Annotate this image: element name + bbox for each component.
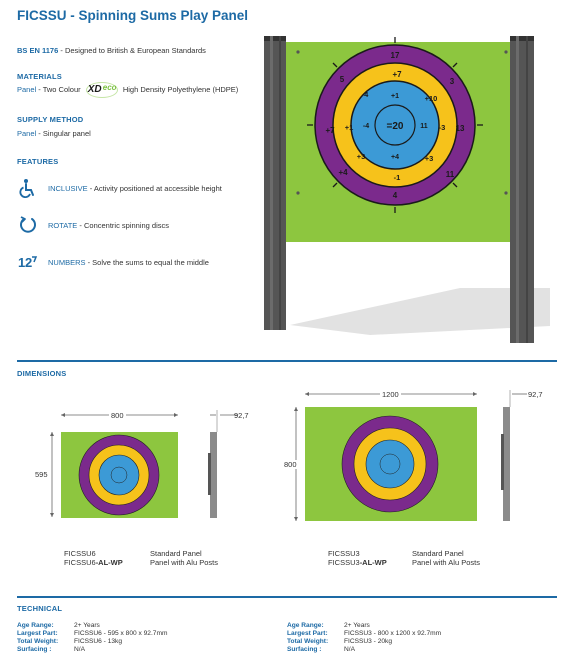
small-side-profile	[210, 432, 217, 518]
large-side-profile	[503, 407, 510, 521]
standard-code: BS EN 1176	[17, 46, 59, 55]
product-image	[250, 30, 555, 348]
tech-row: Surfacing : N/A	[17, 646, 85, 653]
feature-numbers	[17, 252, 209, 272]
center-number: =20	[386, 121, 404, 132]
outer-number: 11	[445, 170, 455, 179]
middle-number: +7	[392, 70, 402, 79]
inner-number: 11	[420, 123, 428, 130]
large-dimension-drawing	[287, 390, 552, 525]
tech-row: Surfacing : N/A	[287, 646, 355, 653]
standards-line	[17, 46, 206, 55]
small-code-2: FICSSU6-AL-WP	[64, 558, 123, 567]
outer-number: 17	[390, 51, 400, 60]
inner-number: +4	[391, 154, 399, 161]
feature-text: NUMBERS - Solve the sums to equal the middle	[48, 257, 209, 267]
middle-number: +3	[424, 154, 434, 163]
tech-row: Total Weight: FICSSU3 - 20kg	[287, 638, 393, 645]
page-title: FICSSU - Spinning Sums Play Panel	[17, 8, 249, 23]
small-width-label: 800	[111, 411, 124, 420]
small-code-block	[64, 549, 123, 567]
middle-number: -3	[438, 123, 446, 132]
small-height-label: 595	[35, 470, 48, 479]
xdeco-logo-eco: eco	[102, 83, 117, 92]
svg-text:1: 1	[18, 255, 26, 270]
small-code-1: FICSSU6	[64, 549, 96, 558]
wheelchair-icon	[17, 178, 39, 198]
outer-number: +7	[325, 126, 335, 135]
xdeco-logo-xd: XD	[87, 84, 102, 95]
rotate-icon	[17, 215, 39, 235]
tech-row: Largest Part: FICSSU6 - 595 x 800 x 92.7mm	[17, 630, 168, 637]
outer-number: 4	[392, 191, 398, 200]
large-code-2: FICSSU3-AL-WP	[328, 558, 387, 567]
technical-left	[17, 622, 167, 654]
large-depth-label: 92,7	[528, 390, 543, 399]
dimensions-heading: DIMENSIONS	[17, 369, 67, 378]
numbers-icon	[17, 252, 39, 272]
large-desc-block: Standard Panel Panel with Alu Posts	[412, 549, 480, 567]
large-code-block	[328, 549, 387, 567]
feature-text: INCLUSIVE - Activity positioned at accessible height	[48, 183, 222, 193]
section-divider	[17, 596, 557, 598]
supply-line	[17, 129, 91, 138]
outer-number: 13	[455, 124, 465, 133]
standard-text: - Designed to British & European Standards	[58, 46, 206, 55]
middle-number: +10	[424, 94, 438, 103]
middle-number: -1	[393, 173, 401, 182]
outer-number: +4	[338, 168, 348, 177]
large-height-label: 800	[284, 460, 297, 469]
large-width-label: 1200	[382, 390, 399, 399]
middle-number: +3	[356, 152, 366, 161]
feature-text: ROTATE - Concentric spinning discs	[48, 220, 170, 230]
outer-number: 5	[339, 75, 345, 84]
materials-text-before: - Two Colour	[36, 84, 81, 94]
small-depth-label: 92,7	[234, 411, 249, 420]
supply-heading: SUPPLY METHOD	[17, 115, 84, 124]
left-post	[264, 36, 286, 330]
small-desc-block: Standard Panel Panel with Alu Posts	[150, 549, 218, 567]
materials-label: Panel	[17, 84, 37, 94]
svg-text:2: 2	[25, 255, 33, 270]
technical-heading: TECHNICAL	[17, 604, 63, 613]
supply-text: - Singular panel	[36, 129, 91, 138]
right-post	[510, 36, 534, 343]
materials-heading: MATERIALS	[17, 72, 62, 81]
feature-rotate	[17, 215, 169, 235]
middle-number: +1	[344, 123, 354, 132]
feature-inclusive	[17, 178, 222, 198]
technical-right	[287, 622, 441, 654]
materials-text-after: High Density Polyethylene (HDPE)	[122, 84, 239, 94]
outer-number: 3	[449, 77, 455, 86]
tech-row: Age Range: 2+ Years	[17, 622, 100, 629]
supply-label: Panel	[17, 129, 37, 138]
inner-number: -4	[362, 123, 370, 130]
large-code-1: FICSSU3	[328, 549, 360, 558]
section-divider	[17, 360, 557, 362]
tech-row: Total Weight: FICSSU6 - 13kg	[17, 638, 123, 645]
tech-row: Age Range: 2+ Years	[287, 622, 370, 629]
inner-number: +1	[391, 93, 399, 100]
small-dimension-drawing	[28, 405, 260, 520]
tech-row: Largest Part: FICSSU3 - 800 x 1200 x 92.7mm	[287, 630, 442, 637]
xdeco-logo	[86, 82, 118, 98]
features-heading: FEATURES	[17, 157, 59, 166]
middle-number: -4	[361, 90, 369, 99]
materials-line	[17, 82, 238, 98]
